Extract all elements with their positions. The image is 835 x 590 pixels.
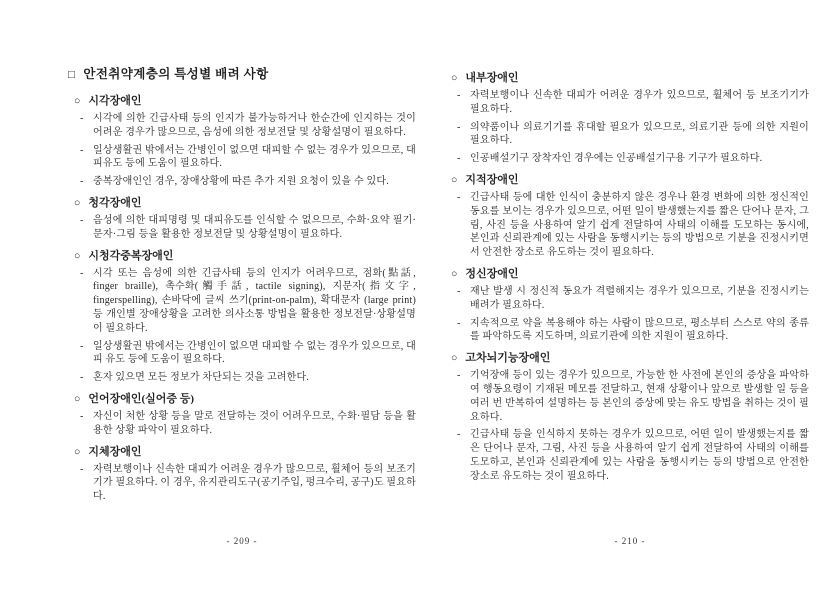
page-body — [68, 92, 416, 504]
dash-bullet-icon: - — [457, 370, 461, 382]
bullet-text: 자력보행이나 신속한 대피가 어려운 경우가 있으므로, 휠체어 등 보조기기가 필요하다. — [470, 90, 809, 115]
bullet-text: 자력보행이나 신속한 대피가 어려운 경우가 많으므로, 휠체어 등의 보조기기가 필요하다. 이 경우, 유지관리도구(공기주입, 펑크수리, 공구)도 필요하다. — [93, 463, 416, 503]
circle-bullet-icon: ○ — [451, 268, 458, 280]
section — [451, 171, 809, 260]
dash-bullet-icon: - — [80, 144, 84, 156]
section-heading — [74, 443, 416, 459]
section-heading — [74, 92, 416, 108]
bullet-text: 시각 또는 음성에 의한 긴급사태 등의 인지가 어려우므로, 점화(點話, finger braille), 촉수화(觸手話, tactile signing), 지문자(指文字, fingerspelling), 손바닥에 글씨 쓰기(print-on-palm), 확대문자 (large print) 등 개인별 장애상황을 고려한 의사소통 방법을 활용한 정보전달·상황설명이 필요하다. — [93, 267, 416, 334]
bullet-item — [457, 191, 809, 260]
section-heading — [74, 247, 416, 263]
bullet-item — [80, 214, 416, 242]
section-heading-text: 고차뇌기능장애인 — [465, 352, 551, 365]
bullet-text: 혼자 있으면 모든 정보가 차단되는 것을 고려한다. — [93, 372, 310, 384]
section-heading-text: 지체장애인 — [88, 445, 142, 458]
section — [451, 69, 809, 166]
dash-bullet-icon: - — [80, 214, 84, 226]
bullet-text: 일상생활권 밖에서는 간병인이 없으면 대피할 수 없는 경우가 있으므로, 대피유도 등에 도움이 필요하다. — [93, 144, 416, 170]
dash-bullet-icon: - — [457, 121, 461, 133]
bullet-item — [457, 369, 809, 424]
bullet-text: 일상생활권 밖에서는 간병인이 없으면 대피할 수 없는 경우가 있으므로, 대피 유도 등에 도움이 필요하다. — [93, 340, 416, 366]
bullet-text: 음성에 의한 대피명령 및 대피유도를 인식할 수 없으므로, 수화·요약 필기·문자·그림 등을 활용한 정보전달 및 상황설명이 필요하다. — [93, 214, 416, 240]
bullet-item — [80, 144, 416, 172]
square-bullet-icon: □ — [68, 68, 76, 81]
section-heading-text: 청각장애인 — [88, 196, 142, 209]
page-left — [68, 64, 416, 548]
section-heading-text: 내부장애인 — [465, 72, 519, 84]
section — [451, 349, 809, 483]
page-body — [451, 69, 809, 484]
bullet-item — [80, 175, 416, 189]
circle-bullet-icon: ○ — [74, 250, 81, 262]
dash-bullet-icon: - — [80, 267, 84, 279]
document-title-text: 안전취약계층의 특성별 배려 사항 — [83, 67, 269, 81]
section-heading — [74, 194, 416, 210]
page-number: - 209 - — [226, 536, 258, 546]
dash-bullet-icon: - — [457, 429, 461, 441]
bullet-item — [457, 152, 809, 166]
section — [74, 194, 416, 242]
dash-bullet-icon: - — [457, 285, 461, 297]
page-right — [451, 64, 809, 548]
section-heading-text: 시청각중복장애인 — [88, 249, 174, 262]
dash-bullet-icon: - — [457, 153, 461, 165]
section — [451, 265, 809, 344]
circle-bullet-icon: ○ — [74, 393, 81, 405]
bullet-item — [80, 340, 416, 368]
bullet-text: 지속적으로 약을 복용해야 하는 사람이 많으므로, 평소부터 스스로 약의 종류를 파악하도록 지도하며, 의료기관에 의한 지원이 필요하다. — [470, 317, 809, 343]
circle-bullet-icon: ○ — [451, 73, 458, 84]
bullet-text: 인공배설기구 장착자인 경우에는 인공배설기구용 기구가 필요하다. — [470, 153, 763, 165]
bullet-item — [457, 285, 809, 313]
bullet-item — [457, 317, 809, 345]
section — [74, 92, 416, 189]
section-heading — [451, 265, 809, 281]
bullet-item — [80, 267, 416, 336]
bullet-item — [457, 428, 809, 483]
section-heading — [451, 171, 809, 187]
bullet-text: 긴급사태 등에 대한 인식이 충분하지 않은 경우나 환경 변화에 의한 정신적인 동요를 보이는 경우가 있으므로, 어떤 일이 발생했는지를 짧은 단어나 문자, 그림, 사진 등을 사용하여 알기 쉽게 전달하여 사태의 이해를 도모하는 동시에, 본인과 신뢰관계에 있는 사람을 동행시키는 등의 방법으로 기분을 진정시키면서 안전한 장소로 유도하는 것이 필요하다. — [470, 191, 809, 259]
section-heading-text: 지적장애인 — [465, 173, 519, 186]
section-heading — [74, 390, 416, 406]
dash-bullet-icon: - — [80, 113, 84, 124]
section-heading — [451, 349, 809, 365]
section-heading — [451, 69, 809, 85]
bullet-item — [80, 410, 416, 438]
section-heading-text: 언어장애인(실어증 등) — [88, 392, 195, 405]
circle-bullet-icon: ○ — [74, 96, 81, 107]
page-number: - 210 - — [614, 536, 646, 546]
bullet-text: 기억장애 등이 있는 경우가 있으므로, 가능한 한 사전에 본인의 증상을 파악하여 행동요령이 기재된 메모를 전달하고, 현재 상황이나 앞으로 발생할 일 등을 여러 번 반복하여 설명하는 등 본인의 증상에 맞는 유도 방법을 취하는 것이 필요하다. — [470, 370, 809, 423]
dash-bullet-icon: - — [457, 317, 461, 329]
circle-bullet-icon: ○ — [74, 197, 81, 209]
bullet-item — [80, 112, 416, 140]
bullet-text: 의약품이나 의료기기를 휴대할 필요가 있으므로, 의료기관 등에 의한 지원이 필요하다. — [470, 121, 809, 147]
bullet-text: 자신이 처한 상황 등을 말로 전달하는 것이 어려우므로, 수화·필담 등을 활용한 상황 파악이 필요하다. — [93, 410, 416, 436]
circle-bullet-icon: ○ — [451, 174, 458, 186]
dash-bullet-icon: - — [80, 372, 84, 384]
bullet-text: 재난 발생 시 정신적 동요가 격렬해지는 경우가 있으므로, 기분을 진정시키는 배려가 필요하다. — [470, 285, 809, 311]
bullet-text: 긴급사태 등을 인식하지 못하는 경우가 있으므로, 어떤 일이 발생했는지를 짧은 단어나 문자, 그림, 사진 등을 사용하여 알기 쉽게 전달하여 사태의 이해를 도모하고, 본인과 신뢰관계에 있는 사람을 동행시키는 등의 방법으로 안전한 장소로 유도하는 것이 필요하다. — [470, 429, 809, 482]
bullet-text: 중복장애인인 경우, 장애상황에 따른 추가 지원 요청이 있을 수 있다. — [93, 176, 389, 188]
circle-bullet-icon: ○ — [74, 446, 81, 458]
bullet-item — [457, 89, 809, 117]
circle-bullet-icon: ○ — [451, 353, 458, 365]
section — [74, 247, 416, 385]
bullet-item — [80, 371, 416, 385]
bullet-text: 시각에 의한 긴급사태 등의 인지가 불가능하거나 한순간에 인지하는 것이 어려운 경우가 많으므로, 음성에 의한 정보전달 및 상황설명이 필요하다. — [93, 113, 416, 138]
section — [74, 390, 416, 438]
dash-bullet-icon: - — [80, 410, 84, 422]
dash-bullet-icon: - — [457, 90, 461, 101]
dash-bullet-icon: - — [80, 463, 84, 475]
bullet-item — [80, 463, 416, 504]
dash-bullet-icon: - — [80, 176, 84, 188]
section-heading-text: 정신장애인 — [465, 267, 519, 280]
bullet-item — [457, 121, 809, 149]
section — [74, 443, 416, 504]
document-title — [68, 64, 416, 82]
dash-bullet-icon: - — [80, 340, 84, 352]
section-heading-text: 시각장애인 — [88, 95, 142, 107]
dash-bullet-icon: - — [457, 191, 461, 203]
